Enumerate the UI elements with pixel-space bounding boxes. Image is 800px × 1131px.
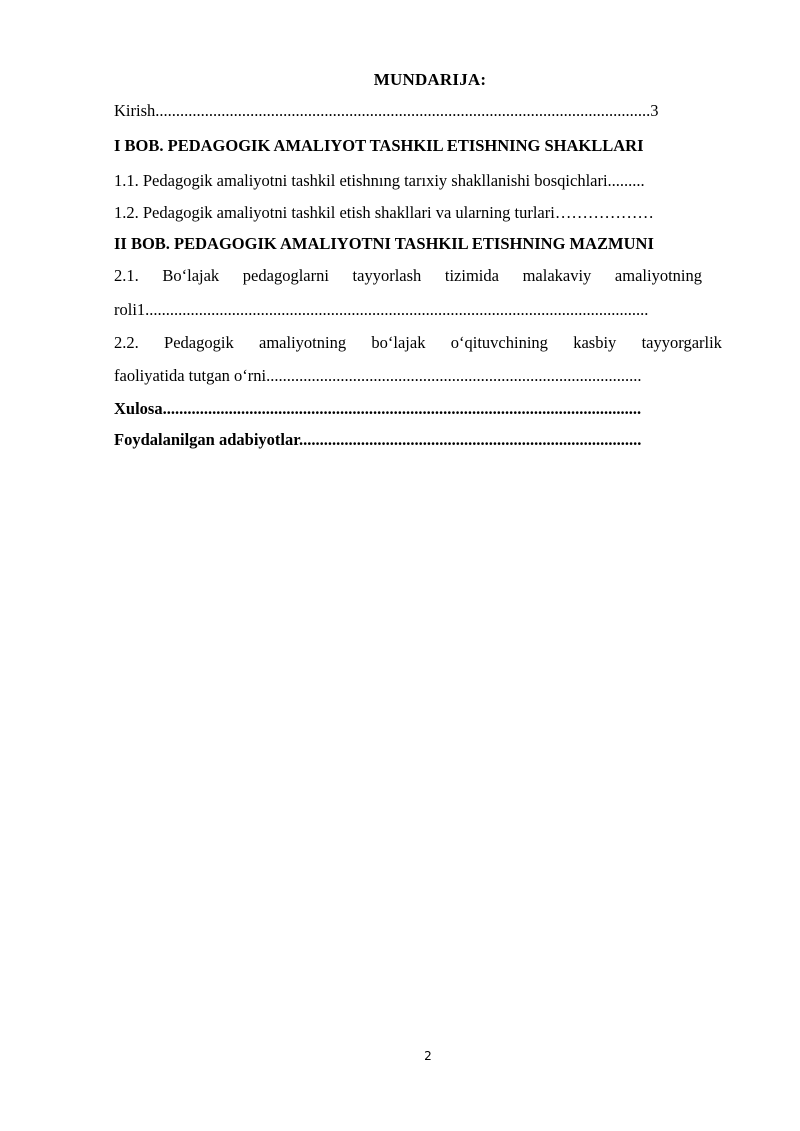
toc-entry-xulosa: Xulosa.................................................................................................................... xyxy=(114,399,642,418)
toc-entry-2-2 xyxy=(114,333,738,353)
toc-entry-adabiyotlar: Foydalanilgan adabiyotlar................................................................................... xyxy=(114,430,642,449)
toc-word: Pedagogik xyxy=(164,333,234,352)
toc-word: kasbiy xyxy=(573,333,617,352)
toc-entry-2-2-words xyxy=(114,333,722,353)
toc-entry-kirish: Kirish........................................................................................................................3 xyxy=(114,101,659,120)
toc-word: pedagoglarni xyxy=(242,266,329,285)
toc-word: bo‘lajak xyxy=(371,333,426,352)
toc-chapter-2: II BOB. PEDAGOGIK AMALIYOTNI TASHKIL ETISHNING MAZMUNI xyxy=(114,234,654,253)
toc-word: malakaviy xyxy=(522,266,592,285)
toc-word: tayyorlash xyxy=(352,266,422,285)
toc-title: MUNDARIJA: xyxy=(373,70,487,89)
toc-word: o‘qituvchining xyxy=(450,333,548,352)
toc-entry-2-1-words xyxy=(114,266,702,286)
toc-word: tayyorgarlik xyxy=(641,333,722,352)
toc-chapter-1: I BOB. PEDAGOGIK AMALIYOT TASHKIL ETISHNING SHAKLLARI xyxy=(114,136,644,155)
toc-entry-2-1-cont: roli1.......................................................................................................................... xyxy=(114,300,649,319)
toc-word: tizimida xyxy=(444,266,499,285)
toc-word: Bo‘lajak xyxy=(162,266,220,285)
toc-word: 2.1. xyxy=(114,266,139,285)
toc-entry-2-1 xyxy=(114,266,738,286)
page-number: 2 xyxy=(424,1049,432,1063)
toc-entry-1-2: 1.2. Pedagogik amaliyotni tashkil etish shakllari va ularning turlari……………… xyxy=(114,203,654,222)
toc-word: amaliyotning xyxy=(259,333,347,352)
toc-word: 2.2. xyxy=(114,333,139,352)
toc-entry-2-2-cont: faoliyatida tutgan o‘rni........................................................................................... xyxy=(114,366,642,385)
toc-entry-1-1: 1.1. Pedagogik amaliyotni tashkil etishnıng tarıxiy shakllanishi bosqichlari......... xyxy=(114,171,645,190)
toc-word: amaliyotning xyxy=(614,266,702,285)
